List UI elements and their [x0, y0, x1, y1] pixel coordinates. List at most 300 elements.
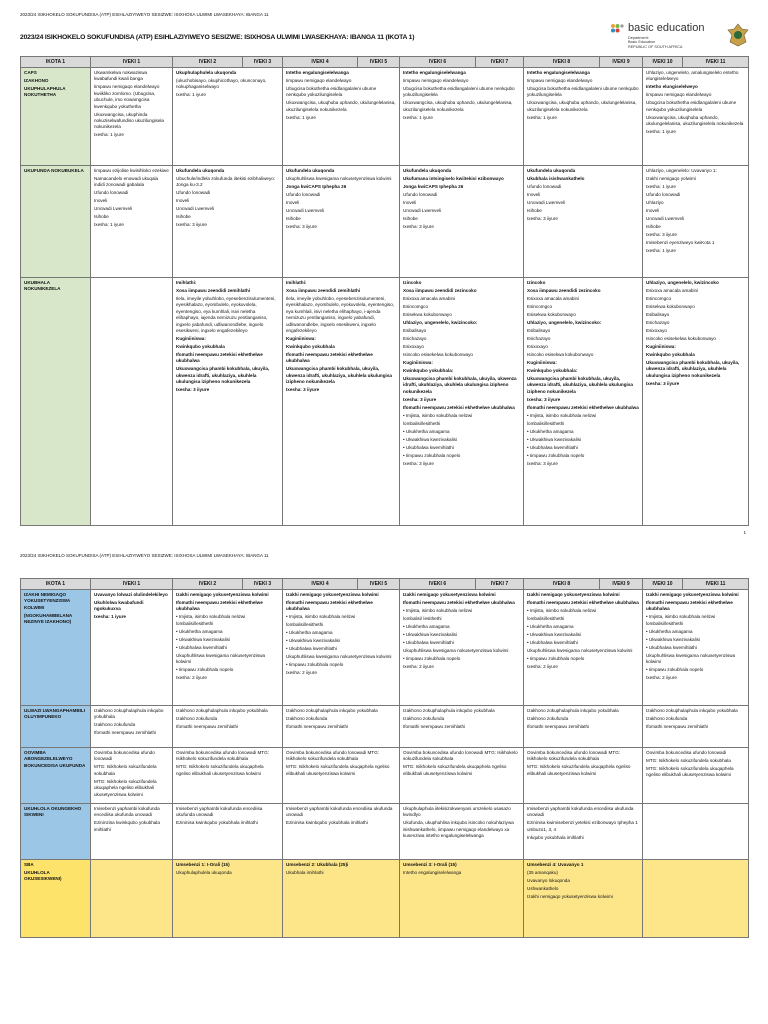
cell-line: Inoveli: [176, 198, 190, 204]
cell-week-4-5: [283, 68, 400, 166]
cell-line: Isihobe: [527, 208, 542, 213]
cell-line: Inoveli: [286, 200, 300, 205]
cell-line: Ushwankathelo: [527, 886, 559, 891]
row-label: UKUFUNDA NOKUBUKELA: [21, 166, 91, 278]
row-listening-speaking: [21, 68, 749, 166]
cell-week-4-5: [283, 590, 400, 706]
cell-line: Iimpawu nemigaqo elandelwayo kwiikliko zomlomo. (Ubugcisa, ubuchule, imo nowamgcisa kwenkqubo yokuthetha: [94, 84, 160, 109]
cell-line: Uncwadi Lwemveli: [646, 216, 685, 221]
cell-week-1: [91, 166, 173, 278]
cell-line: Ukuphuhliswa kwesigama nokusetyenziswa kolwimi: [176, 652, 266, 665]
cell-line: Esincomgco: [527, 304, 553, 309]
cell-line: Izakhono zokuphulaphula inkqubo yokubhala: [403, 708, 495, 713]
cell-line: Esisekwa kokubonwayo: [646, 304, 695, 309]
cell-line: Ukuxwangcisa, ukuphinda nokuziselwafundiso ukuzilungisela nokunikezela: [94, 111, 164, 130]
cell-line: Kuginiiniswa:: [527, 360, 557, 365]
row-reading-viewing: [21, 166, 749, 278]
cell-line: Ixesha: 1 iyure: [646, 248, 676, 253]
cell-week-10-11: [643, 706, 749, 748]
cell-line: Imisebenzi yaphambi kokufunda encediisa ukufunda unowadi: [176, 806, 263, 818]
cell-line: IZAKHI NEMIGAQO YOKUSETYENZISWA KOLWIMI: [24, 592, 71, 610]
cell-week-2-3: [173, 590, 283, 706]
cell-line: Xosa iimpawu zeendidi zezincoko: [403, 288, 477, 293]
row-prior-knowledge: [21, 706, 749, 748]
cell-line: SBA: [24, 862, 34, 867]
header-week-9: IVEKI 9: [600, 579, 643, 590]
header-week-6: IVEKI 6: [400, 57, 476, 68]
cell-line: • Ukukhetha amagama: [527, 428, 574, 434]
header-week-4: IVEKI 4: [283, 57, 358, 68]
cell-line: Uhlaziyo, ungenelelo: Uvavanyo 1:: [646, 168, 717, 173]
cell-week-6-7: [400, 706, 524, 748]
cell-week-1: [91, 804, 173, 860]
header-week-7: IVEKI 7: [476, 57, 524, 68]
cell-line: Esincomgco: [403, 304, 429, 309]
cell-line: MTG: Isikhokelo sokuzifundela ukuqaphela ngeliso elibukhali ukusetyenziswa kolwimi: [527, 764, 631, 776]
cell-week-10-11: [643, 68, 749, 166]
cell-line: Ukuphuhliswa kwesigama nokusetyenziswa kolwimi: [527, 648, 633, 653]
cell-line: Ixesha: 1 iyure: [403, 114, 433, 120]
cell-line: Ezininisa kwinkqubo yokubhala imihlathi: [286, 820, 368, 826]
header-week-7: IVEKI 7: [476, 579, 524, 590]
term1-table-part1: [20, 56, 749, 526]
cell-line: • Imjista, isimbo sokubhala nelizwi lombalisi/lesithethi: [176, 614, 246, 626]
header-week-5: IVEKI 5: [358, 57, 400, 68]
cell-line: • Ukubhalwa kwemihlathi: [527, 640, 578, 645]
cell-line: Ifomathi neempawu zetekisi ekhethelwe ukubhalwa: [286, 600, 373, 612]
cell-line: Isihobe: [94, 214, 109, 220]
cell-line: • Imjista, isimbo sokubhala nelizwi: [403, 412, 473, 418]
cell-line: Ufundo lonowadi: [646, 192, 681, 197]
cell-line: Kuginiiniswa:: [646, 344, 676, 349]
cell-line: Oovimba bokuncedisa ufundo lonowadi MTG: Isikhokelo sokuzifundela sokubhala: [403, 750, 518, 762]
cell-line: • Iimpawu zokubhala nopelo: [403, 452, 461, 458]
cell-line: Esixoxayo: [646, 328, 667, 333]
cell-week-1: [91, 590, 173, 706]
cell-line: Uncwadi Lwemveli: [94, 206, 133, 212]
cell-line: Imihlathi:: [286, 280, 307, 285]
cell-line: Umsebenzi 2: Ukubhala (25)i: [286, 862, 349, 867]
cell-line: Ukuxwangcisa phambi kokubhala, ukuyila, ukwenza idrafti, ukuhlaziya, ukuhlela ukulungisa izipheno nokunikezela: [527, 376, 633, 394]
cell-line: Intetho engalungiselelwanga: [286, 70, 349, 75]
cell-line: MTG: Isikhokelo sokuzifundela ukuqaphela ngeliso elibukhali ukusetyenziswa kolwimi: [94, 778, 157, 797]
cell-week-8-9: [524, 68, 643, 166]
cell-line: • Imjista, isimbo sokubhala nelizwi: [527, 412, 597, 418]
cell-line: Ixesha: 2 iiyure: [286, 670, 317, 676]
cell-line: Ixesha: 2 iiyure: [646, 675, 677, 681]
cell-line: Jonga kwiCAPS Iphepha 26: [286, 184, 347, 189]
row-language-structures: [21, 590, 749, 706]
cell-line: (NGOKUHAMBELANA NEZINYE IZAKHONO): [24, 612, 73, 625]
cell-line: Kuginiiniswa:: [286, 336, 316, 342]
cell-line: Kwinkqubo yokubhala:: [403, 368, 454, 373]
cell-line: Ixesha: 1 iyure: [94, 614, 126, 620]
cell-line: Izakhono zokufunda: [286, 716, 328, 721]
cell-line: Izakhono zokuphulaphula inkqubo yokubhala: [176, 708, 268, 713]
cell-line: Kwinkqubo yokubhala: [286, 344, 335, 350]
header-week-8: IVEKI 8: [524, 57, 600, 68]
cell-line: • Ukwakhiwa kwezivakalisi: [403, 436, 457, 442]
cell-line: Iimpawu nemigaqo elandelwayo: [403, 78, 469, 83]
cell-line: Esichazayo: [403, 336, 427, 341]
cell-line: Esixoxa amacala amabini: [646, 288, 699, 293]
cell-line: • Iimpawu zokubhala nopelo: [527, 656, 585, 661]
cell-line: Iimpawu nemigaqo elandelwayo: [646, 92, 712, 98]
cell-line: Ubugcisa bokuthetha esidlangalaleni ubume nenkqubo yokuzilungiselela: [403, 86, 515, 98]
header-week-10: IVEKI 10: [643, 57, 683, 68]
cell-week-1: [91, 278, 173, 526]
cell-line: MTG: Isikhokelo sokuzifundela sokubhala: [646, 758, 731, 763]
header-week-11: IVEKI 11: [683, 57, 749, 68]
cell-line: Izincoko: [403, 280, 422, 285]
cell-week-2-3: [173, 166, 283, 278]
cell-line: • Ukubhalwa kwemihlathi: [403, 444, 454, 450]
cell-line: • Imjista, isimbo sokubhala nelizwi: [286, 614, 356, 620]
cell-line: Ufundo lonowadi: [527, 184, 562, 189]
header-week-3: IVEKI 3: [243, 57, 283, 68]
cell-line: Iimpawu nemigaqo elandelwayo: [286, 78, 352, 83]
cell-line: • Ukukhetha amagama: [403, 428, 450, 434]
cell-line: Izakhono zokuphulaphula inkqubo yokubhala: [527, 708, 619, 713]
cell-week-1: [91, 860, 173, 938]
cell-line: Ukubhala imihlathi: [286, 870, 324, 875]
cell-line: Ukuphulaphulela ukuqonda: [176, 870, 232, 875]
cell-line: Oovimba bokuncedisa ufundo lonowadi MTG: Isikhokelo sokuzifundela sokubhala: [527, 750, 620, 762]
cell-line: • Ukubhalwa kwemihlathi: [646, 644, 697, 650]
cell-line: Ukufumana intsingiselo kwiitekisi ezibonwayo: [403, 176, 504, 181]
cell-week-1: [91, 748, 173, 804]
cell-week-10-11: [643, 748, 749, 804]
cell-line: Ixesha: 3 iiyure: [176, 222, 207, 228]
cell-line: MTG: Isikhokelo sokuzifundela ukuqaphela ngeliso elibukhali ukusetyenziswa kolwimi: [646, 766, 734, 778]
row-label: [21, 748, 91, 804]
cell-line: Oovimba bokuncedisa ufundo lonowadi MTG: Isikhokelo sokuzifundela sokubhala: [286, 750, 379, 762]
cell-line: Umsebenzi 3: I-Orali (15): [403, 862, 457, 867]
cell-line: Uncwadi Lwemveli: [286, 208, 325, 213]
cell-line: Ukubhala isishwankathelo: [527, 176, 585, 181]
header-week-10: IVEKI 10: [643, 579, 683, 590]
cell-line: Isihobe: [403, 216, 418, 221]
cell-line: • Ukwakhiwa kwezivakalisi: [176, 636, 230, 642]
header-row: [21, 579, 749, 590]
row-label: UKUBHALA NOKUNIKEZELA: [21, 278, 91, 526]
cell-line: • Ukukhetha amagama: [403, 624, 450, 629]
cell-line: Ixesha: 3 iiyure: [403, 460, 434, 466]
cell-week-6-7: [400, 860, 524, 938]
cell-line: ULWAZI LWANGAPHAMBILI OLUYIMFUNEKO: [24, 708, 85, 720]
cell-line: Ixesha: 3 iiyure: [176, 387, 210, 393]
cell-week-2-3: [173, 748, 283, 804]
cell-line: Ifomathi neempawu zetekisi ekhethelwe ukubhalwa: [527, 404, 639, 410]
cell-line: Ifomathi neempawu zemihlathi: [176, 724, 239, 729]
cell-line: Esibalisayo: [527, 328, 551, 333]
header-week-2: IVEKI 2: [173, 579, 243, 590]
cell-week-2-3: [173, 68, 283, 166]
cell-line: Jonga kwiCAPS Iphepha 26: [403, 184, 464, 189]
cell-line: lombalisi/lesithethi: [403, 420, 441, 426]
cell-week-6-7: [400, 748, 524, 804]
cell-line: Ubugcisa bokuthetha esidlangalaleni ubume nenkqubo yokuzilungiselela: [646, 100, 737, 112]
cell-line: Ixesha: 1 iyure: [286, 114, 316, 120]
cell-line: Ixesha: 3 iiyure: [527, 396, 561, 402]
cell-line: Ixesha: 1 iyure: [176, 92, 206, 98]
row-label: [21, 804, 91, 860]
cell-line: Inoveli: [94, 198, 108, 204]
cell-line: Esixoxa amacala amabini: [527, 296, 580, 301]
logo-sub: Department: Basic Education REPUBLIC OF SOUTH AFRICA: [628, 36, 683, 49]
row-label: [21, 706, 91, 748]
cell-line: Ubuchule/indlela zokufunda iitekisi ezibhaliweyo: Jonga ku-3.2: [176, 176, 276, 188]
cell-line: Oovimba bokuncedisa ufundo lonowadi: [94, 750, 155, 762]
cell-line: MTG: Isikhokelo sokuzifundela ukuqaphela ngeliso elibukhali ukusetyenziswa kolwimi: [176, 764, 264, 776]
header-week-5: IVEKI 5: [358, 579, 400, 590]
cell-line: Ifomathi neempawu zetekisi ekhethelwe ukubhalwa: [286, 352, 373, 364]
cell-line: • Ukwakhiwa kwezivakalisi: [286, 638, 340, 644]
cell-line: lombalisi/lesithethi: [527, 616, 565, 621]
cell-line: Ixesha: 3 iiyure: [646, 380, 680, 386]
cell-line: Ilela, imeyile yobuhlobo, eyesebenzisulumenteni, eyesikhalazo, eyombulelo, eyokuvolela, eyentengiso, eya kumhlali, isivi neletha elihaphayo, iajenda nemizuzu yentlanganiso, ingxelo yabafundi, udliwanondlebe, ingxelo esesikweni, ingxelo engafezekileyo: [176, 296, 276, 334]
cell-line: Ukwamkelwa nokwaziswa kwabafundi kwali banga: [94, 70, 148, 82]
cell-line: Ixesha: 3 iiyure: [403, 396, 437, 402]
cell-line: Izakhi nemigaqo yokusetyenziswa kolwimi: [527, 894, 613, 899]
header-week-2: IVEKI 2: [173, 57, 243, 68]
cell-week-10-11: [643, 590, 749, 706]
cell-line: Inkqubo yokubhala imihlathi: [527, 834, 584, 840]
cell-line: Izakhi nemigaqo yokusetyenziswa kolwimi: [403, 592, 496, 597]
cell-line: Ubugcisa bokuthetha esidlangalaleni ubume nenkqubo yokuzilungiselela: [286, 86, 377, 98]
cell-line: Xosa iimpawu zeendidi zemihlathi: [286, 288, 361, 293]
cell-line: Iimpawu nemigaqo elandelwayo: [527, 78, 593, 83]
cell-line: Ufundo lonowadi: [403, 192, 438, 197]
cell-line: Ukufundela ukuqonda: [176, 168, 225, 173]
row-label: [21, 590, 91, 706]
cell-line: Xosa iimpawu zeendidi zezincoko: [527, 288, 601, 293]
cell-line: UKUHLOLA OKUNGEKHO SIKWENI: [24, 806, 82, 818]
cell-week-10-11: [643, 166, 749, 278]
cell-week-8-9: [524, 590, 643, 706]
cell-line: Ixesha: 3 iiyure: [286, 224, 317, 229]
cell-line: Ixesha: 3 iiyure: [527, 460, 558, 466]
cell-line: Ukufundela ukuqonda: [403, 168, 452, 173]
cell-week-4-5: [283, 748, 400, 804]
cell-line: • Imjista, isimbo sokubhala nelizwi: [403, 608, 473, 613]
cell-line: Izakhono zokufunda: [94, 722, 136, 728]
cell-line: Uvavanyo lolwazi olulindelekileyo: [94, 592, 168, 597]
cell-line: Ukuxwangcisa, ukuqhuba uphando, ukulungelelanisa, ukuzilungiselela nokunikezela: [527, 100, 637, 112]
logo-name: basic education: [628, 22, 705, 34]
cell-line: Ufundo lonowadi: [286, 192, 321, 197]
cell-line: Esichazayo: [646, 320, 670, 325]
cell-line: Namacandelo enowadi ukuqala indidi zonowadi gabalala: [94, 176, 159, 188]
cell-line: Esixoxa amacala amabini: [403, 296, 456, 301]
page-header-2: 2023/24 ISIKHOKELO SOKUFUNDISA (ATP) ESIHLAZIYIWEYO SESIZWE: ISIXHOSA ULWIMI LWASEKHAYA: IBANGA 11: [20, 553, 269, 558]
cell-line: • Ukubhalwa kwemihlathi: [176, 644, 227, 650]
cell-line: Izakhono zokufunda: [527, 716, 569, 721]
cell-line: Ifomathi neempawu zetekisi ekhethelwe ukubhalwa: [176, 600, 263, 612]
cell-line: Ukuxwangcisa phambi kokubhala, ukuyila, ukwenza idrafti, ukuhlaziya, ukuhlela ukulungisa izipheno nokunikezela: [176, 366, 270, 385]
cell-week-4-5: [283, 706, 400, 748]
cell-line: Intetho engalungiselelwanga: [527, 70, 590, 75]
header-week-6: IVEKI 6: [400, 579, 476, 590]
cell-line: • Iimpawu zokubhala nopelo: [176, 667, 234, 673]
cell-line: • Iimpawu zokubhala nopelo: [646, 667, 704, 673]
cell-line: • Ukukhetha amagama: [286, 630, 333, 636]
cell-line: Ukufundela ukuqonda: [286, 168, 335, 173]
cell-line: Ukuhlolwa kwabafundi ngokukuxva: [94, 600, 144, 612]
cell-line: CAPS: [24, 70, 37, 75]
cell-line: Kuginiiniswa:: [176, 336, 206, 342]
cell-line: Ixesha: 3 iiyure: [403, 224, 434, 229]
cell-line: Ukuphulaphula iitekisizokwenyani umzekelo usasazo kwindlyo: [403, 806, 511, 818]
cell-line: Ubugcisa bokuthetha esidlangalaleni ubume nenkqubo yokuzilungiselela: [527, 86, 639, 98]
cell-line: Ukuxwangcisa phambi kokubhala, ukuyila, ukwenza idrafti, ukuhlaziya, ukuhlela ukulungisa izipheno nokunikezela: [646, 360, 740, 378]
cell-line: Ixesha: 1 iyure: [527, 114, 557, 120]
cell-line: Intetho engalungiselelwanga: [403, 870, 462, 875]
cell-line: Inoveli: [527, 192, 541, 197]
cell-line: Ukuxwangcisa phambi kokubhala, ukuyila, ukwenza idrafti, ukuhlaziya, ukuhlela ukulungisa izipheno nokunikezela: [286, 366, 392, 385]
cell-line: Uncwadi Lwemveli: [176, 206, 215, 212]
cell-line: Isincoko esisekelwa kokubonwayo: [646, 336, 716, 341]
header-week-9: IVEKI 9: [600, 57, 643, 68]
cell-line: Xosa iimpawu zeendidi zemihlathi: [176, 288, 251, 293]
cell-line: • Ukubhalwa kwemihlathi: [527, 444, 578, 450]
cell-line: Esibalisayo: [403, 328, 427, 333]
cell-line: Ifomathi neempawu zetekisi ekhethelwe ukubhalwa: [527, 600, 639, 605]
cell-line: Umsebenzi 4: Uvavanyo 1: [527, 862, 584, 867]
cell-line: • Ukwakhiwa kwezivakalisi: [403, 632, 457, 637]
header-week-1: IVEKI 1: [91, 579, 173, 590]
cell-line: Inoveli: [403, 200, 417, 205]
cell-line: Izakhi nemigaqo yokusetyenziswa kolwimi: [286, 592, 379, 597]
cell-line: Ifomathi neempawu zetekisi ekhethelwe ukubhalwa: [646, 600, 733, 612]
cell-line: Uncwadi Lwemveli: [403, 208, 442, 213]
cell-week-4-5: [283, 278, 400, 526]
cell-line: Ifomathi neempawu zemihlathi: [94, 730, 157, 736]
cell-line: Inoveli: [646, 208, 660, 213]
cell-line: Kwinkqubo yokubhala: [646, 352, 695, 357]
cell-line: Izakhi nemigaqo yokusetyenziswa kolwimi: [527, 592, 620, 597]
cell-line: Esincomgco: [646, 296, 672, 301]
page-title: 2023/24 ISIKHOKELO SOKUFUNDISA (ATP) ESIHLAZIYIWEYO SESIZWE: ISIXHOSA ULWIMI LWASEKHAYA: IBANGA 11 (IKOTA 1): [20, 34, 415, 41]
cell-line: IZAKHONO: [24, 78, 49, 83]
term1-table-part2: [20, 578, 749, 938]
cell-line: Ukuphuhliswa kwesigama nokusetyenziswa kolwimi: [646, 652, 736, 665]
cell-line: Izakhono zokuphulaphula inkqubo yokubhala: [646, 708, 738, 713]
cell-line: Ixesha: 1 iyure: [94, 132, 124, 138]
cell-line: Esixoxayo: [527, 344, 548, 349]
cell-line: Ifomathi neempawu zemihlathi: [646, 724, 709, 729]
header-term: IKOTA 1: [21, 57, 91, 68]
cell-week-6-7: [400, 278, 524, 526]
cell-line: • Ukubhalwa kwemihlathi: [403, 640, 454, 645]
cell-line: Izakhi nemigaqo yolwimi: [646, 176, 696, 181]
cell-week-8-9: [524, 860, 643, 938]
cell-line: lombalisi/lesithethi: [527, 420, 565, 426]
row-informal-assessment: [21, 804, 749, 860]
cell-line: Izakhono zokufunda: [176, 716, 218, 721]
cell-line: Oovimba bokuncedisa ufundo lonowadi MTG: Isikhokelo sokuzifundela sokubhala: [176, 750, 269, 762]
cell-line: Ukuxwangcisa, ukuqhuba uphando, ukulungelelanisa, ukuzilungiselela nokunikezela: [403, 100, 513, 112]
cell-line: Esisekwa kokubonwayo: [527, 312, 576, 317]
cell-line: Ezininzisa kwinkqubo yokubhala imihlathi: [94, 820, 160, 832]
cell-line: Ukuxwangcisa phambi kokubhala, ukuyila, ukwenza idrafti, ukuhlaziya, ukuhlela ukulungisa izipheno nokunikezela: [403, 376, 517, 394]
cell-line: Ixesha: 2 iiyure: [176, 675, 207, 681]
coat-of-arms-icon: [724, 22, 752, 48]
cell-line: • Ukwakhiwa kwezivakalisi: [527, 436, 581, 442]
cell-line: UKUHLOLA OKUSESIKWENI): [24, 870, 62, 882]
cell-line: Ukuphulaphulela ukuqonda: [176, 70, 237, 75]
cell-line: Ezininisa kwinkqubo yokubhala imihlathi: [176, 820, 258, 826]
cell-line: Uncwadi Lwemveli: [527, 200, 566, 205]
cell-line: MTG: Isikhokelo sokuzifundela sokubhala: [94, 764, 157, 776]
cell-line: Uhlaziyo, ungenelelo, kwizincoko:: [403, 320, 478, 325]
cell-line: Isincoko esisekwa kokubonwayo: [527, 352, 594, 357]
cell-line: Intetho engalungiselelwanga: [403, 70, 466, 75]
cell-line: • Imjista, isimbo sokubhala nelizwi lombalisi/lesithethi: [646, 614, 716, 626]
cell-line: Umsebenzi 1: I-Orali (15): [176, 862, 230, 867]
cell-line: Ilela, imeyile yobuhlobo, eyesebenzisulumenteni, eyesikhalazo, eyombulelo, eyokuvolela, eyentengiso, eya kumhlali, isivi neletha elihaphayo, i-ajenda nemizuzu yentlanganiso, ingxelo yabafundi, udliwanondlebe, ingxelo esesikweni, ingxelo engafezekileyo: [286, 296, 395, 334]
cell-line: Isihobe: [286, 216, 301, 221]
cell-week-6-7: [400, 590, 524, 706]
cell-line: (35 amanqaku): [527, 870, 558, 875]
cell-line: Uhlaziyo, ungenelelo, kwizincoko:: [527, 320, 602, 325]
page-header: 2023/24 ISIKHOKELO SOKUFUNDISA (ATP) ESIHLAZIYIWEYO SESIZWE: ISIXHOSA ULWIMI LWASEKHAYA: IBANGA 11: [20, 12, 269, 17]
cell-line: Isincoko esisekelwa kokubonwayo: [403, 352, 473, 357]
cell-line: Ukuphuhliswa kwesigama nokusetyenziswa kolwimi: [403, 648, 509, 653]
cell-line: OOVIMBA ABONGEZELELWEYO BOKUNCEDISA UKUFUNDA: [24, 750, 86, 768]
cell-line: Imisebenzi yaphambi kokufunda encediisa ukufunda unowadi: [286, 806, 393, 818]
cell-week-2-3: [173, 860, 283, 938]
cell-line: Izakhi nemigaqo yokusetyenziswa kolwimi: [176, 592, 269, 597]
cell-week-8-9: [524, 804, 643, 860]
cell-week-4-5: [283, 860, 400, 938]
cell-week-6-7: [400, 804, 524, 860]
cell-line: Izakhono zokuphulaphula inkqubo yokubhala: [286, 708, 378, 713]
cell-line: (ukuchobisayo, okuphicothayo, okunconayo, nokuphaganiselwayo: [176, 78, 267, 90]
cell-line: Intetho elungiselelweyo: [646, 84, 698, 90]
cell-week-4-5: [283, 166, 400, 278]
cell-week-10-11: [643, 278, 749, 526]
cell-line: Ufundo lonowadi: [176, 190, 211, 196]
cell-line: Imihlathi:: [176, 280, 197, 285]
cell-line: Ixesha: 3 iiyure: [286, 387, 320, 393]
cell-line: Izincoko: [527, 280, 546, 285]
header-week-11: IVEKI 11: [683, 579, 749, 590]
header-term: IKOTA 1: [21, 579, 91, 590]
cell-week-6-7: [400, 68, 524, 166]
cell-line: Ixesha: 1 iyure: [94, 222, 124, 228]
cell-line: Uhlaziyo: [646, 200, 664, 205]
cell-line: Izakhono zokuphulaphula inkqubo yokubhala: [94, 708, 164, 720]
cell-line: • Ukukhetha amagama: [176, 628, 223, 634]
cell-line: Ukuphuhliswa kwesigama nokusetyenziswa kolwimi: [286, 654, 392, 660]
cell-line: Oovimba bokuncedisa ufundo lonowadi: [646, 750, 727, 755]
cell-line: • Imjista, isimbo sokubhala nelizwi: [527, 608, 597, 613]
cell-line: Imisebenzi yaphambi kokufunda encediisa ukufunda unowadi: [94, 806, 160, 818]
header-week-8: IVEKI 8: [524, 579, 600, 590]
cell-line: Ufundo lonowadi: [94, 190, 129, 196]
cell-week-8-9: [524, 706, 643, 748]
cell-line: lombalisi/ lesithethi: [403, 616, 442, 621]
cell-week-1: [91, 68, 173, 166]
cell-line: Esibalisayo: [646, 312, 670, 317]
cell-line: Ezininisa kwimisebenzi yetekisi ezibonwayo Iphepha 1 umbuzo1, 3, 4: [527, 820, 638, 832]
cell-line: • Iimpawu zokubhala nopelo: [403, 656, 461, 661]
row-resources: [21, 748, 749, 804]
cell-line: Izakhono zokufunda: [646, 716, 688, 721]
cell-line: Iimpawu ezijolise kwisihloko ezekiwe: [94, 168, 169, 173]
cell-line: Ifomathi neempawu zemihlathi: [527, 724, 590, 729]
